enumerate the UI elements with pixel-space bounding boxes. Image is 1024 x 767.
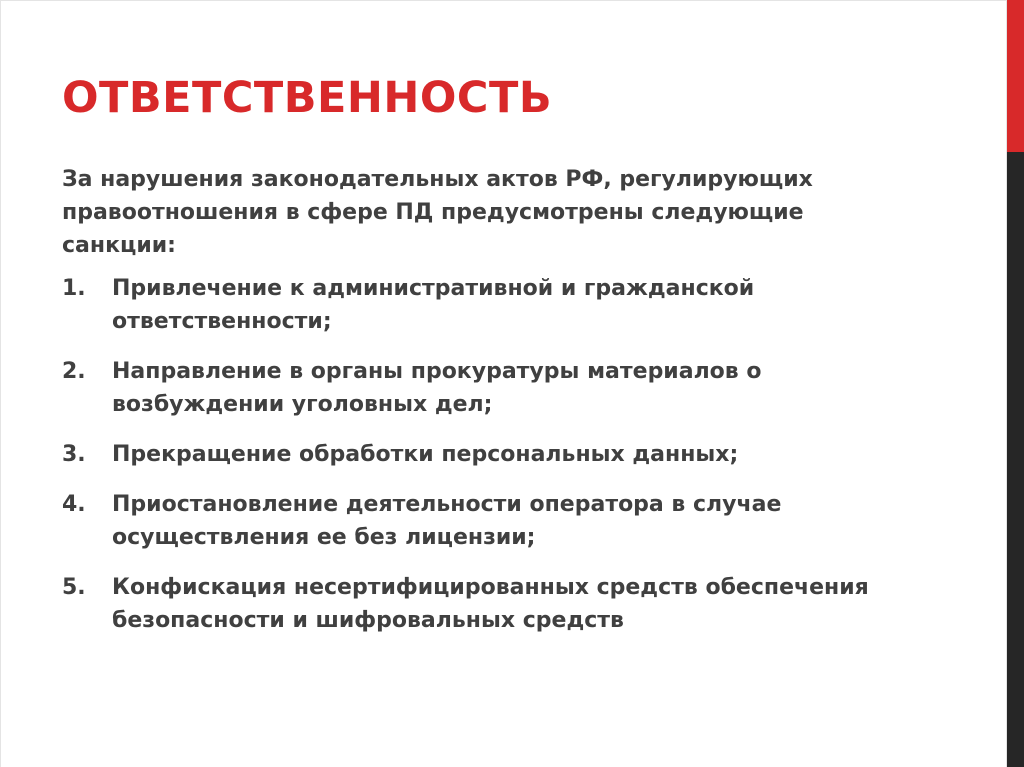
list-item-text: Направление в органы прокуратуры материалов о возбуждении уголовных дел; <box>112 359 762 417</box>
list-item-text: Конфискация несертифицированных средств обеспечения безопасности и шифровальных средств <box>112 575 869 633</box>
list-item-number: 2. <box>62 359 86 384</box>
list-item-number: 5. <box>62 575 86 600</box>
list-item-text: Прекращение обработки персональных данных; <box>112 442 739 467</box>
sanctions-list <box>62 272 922 637</box>
list-item <box>62 488 922 554</box>
list-item <box>62 355 922 421</box>
list-item-text: Приостановление деятельности оператора в случае осуществления ее без лицензии; <box>112 492 782 550</box>
intro-paragraph: За нарушения законодательных актов РФ, регулирующих правоотношения в сфере ПД предусмотрены следующие санкции: <box>62 167 813 258</box>
accent-bar-dark <box>1007 152 1024 767</box>
list-item <box>62 272 922 338</box>
list-item-number: 4. <box>62 492 86 517</box>
slide-body <box>62 163 922 654</box>
accent-bar-red <box>1007 0 1024 152</box>
list-item-number: 1. <box>62 276 86 301</box>
slide-title: ОТВЕТСТВЕННОСТЬ <box>62 73 553 123</box>
list-item <box>62 438 922 471</box>
list-item-text: Привлечение к административной и гражданской ответственности; <box>112 276 755 334</box>
list-item-number: 3. <box>62 442 86 467</box>
list-item <box>62 571 922 637</box>
